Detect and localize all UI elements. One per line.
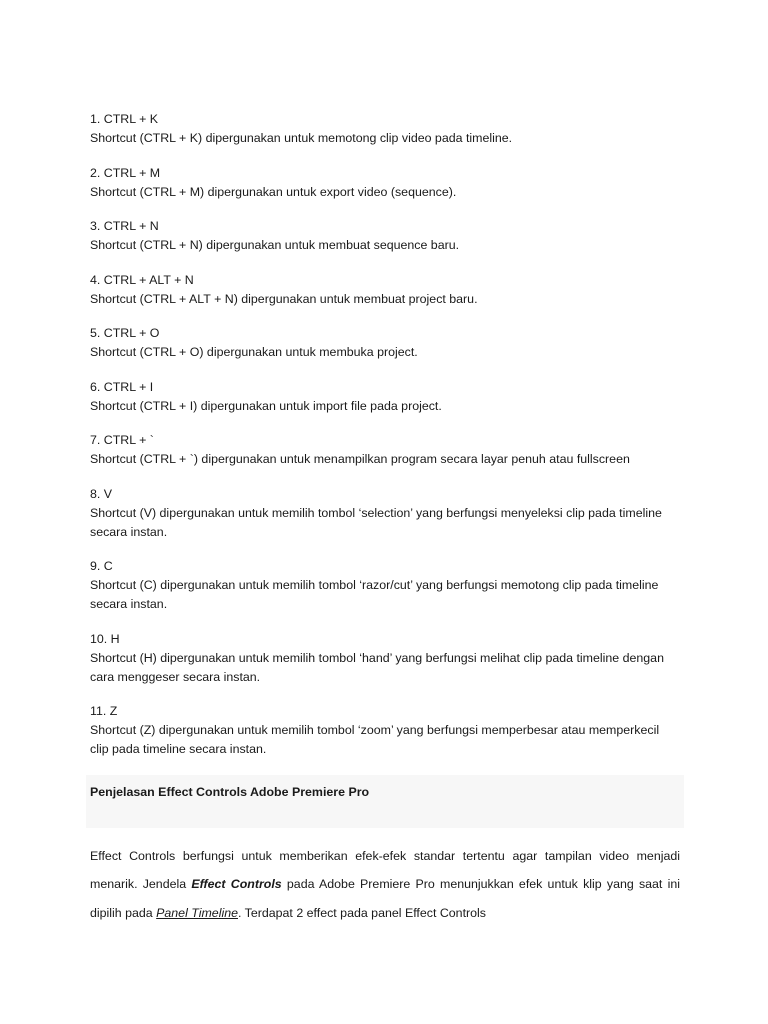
paragraph-text: . Terdapat 2 effect pada panel Effect Controls [238, 905, 486, 920]
item-description: Shortcut (CTRL + ALT + N) dipergunakan untuk membuat project baru. [90, 291, 478, 306]
item-number: 10. H [90, 631, 120, 646]
item-number: 9. C [90, 559, 113, 573]
item-number: 4. CTRL + ALT + N [90, 272, 194, 287]
list-item [90, 557, 680, 614]
list-item [90, 324, 680, 362]
item-description: Shortcut (CTRL + I) dipergunakan untuk import file pada project. [90, 398, 442, 413]
item-number: 1. CTRL + K [90, 112, 159, 126]
emphasis-effect-controls: Effect Controls [191, 877, 282, 891]
item-number: 11. Z [90, 704, 118, 718]
paragraph-text: Effect Controls berfungsi untuk memberikan efek-efek standar tertentu agar tampilan video menjadi menarik. Jendela [90, 848, 680, 891]
list-item [90, 630, 680, 687]
item-description: Shortcut (H) dipergunakan untuk memilih tombol ‘hand’ yang berfungsi melihat clip pada timeline dengan cara menggeser secara instan. [90, 650, 664, 684]
list-item [90, 431, 680, 469]
item-number: 2. CTRL + M [90, 165, 161, 180]
panel-timeline-link[interactable]: Panel Timeline [156, 905, 238, 920]
list-item [90, 271, 680, 309]
item-description: Shortcut (V) dipergunakan untuk memilih tombol ‘selection’ yang berfungsi menyeleksi clip pada timeline secara instan. [90, 505, 662, 539]
list-item [90, 164, 680, 202]
list-item [90, 378, 680, 416]
shortcut-list [90, 110, 680, 759]
item-number: 8. V [90, 486, 113, 501]
document-page [90, 110, 680, 927]
item-description: Shortcut (CTRL + M) dipergunakan untuk export video (sequence). [90, 184, 457, 199]
item-description: Shortcut (C) dipergunakan untuk memilih tombol ‘razor/cut’ yang berfungsi memotong clip pada timeline secara instan. [90, 578, 659, 611]
section-heading: Penjelasan Effect Controls Adobe Premiere Pro [90, 784, 370, 799]
item-number: 5. CTRL + O [90, 326, 160, 340]
list-item [90, 485, 680, 542]
list-item [90, 702, 680, 759]
section-paragraph [90, 842, 680, 928]
list-item [90, 110, 680, 148]
paragraph-text: pada Adobe Premiere Pro menunjukkan efek untuk klip yang saat ini dipilih pada [90, 877, 680, 920]
list-item [90, 217, 680, 255]
item-description: Shortcut (Z) dipergunakan untuk memilih tombol ‘zoom’ yang berfungsi memperbesar atau memperkecil clip pada timeline secara instan. [90, 723, 660, 756]
item-description: Shortcut (CTRL + `) dipergunakan untuk menampilkan program secara layar penuh atau fullscreen [90, 452, 630, 466]
item-number: 7. CTRL + ` [90, 433, 154, 447]
item-description: Shortcut (CTRL + N) dipergunakan untuk membuat sequence baru. [90, 238, 460, 252]
section-heading-band [86, 775, 684, 828]
item-number: 3. CTRL + N [90, 219, 159, 233]
item-description: Shortcut (CTRL + O) dipergunakan untuk membuka project. [90, 345, 418, 359]
item-number: 6. CTRL + I [90, 379, 154, 394]
item-description: Shortcut (CTRL + K) dipergunakan untuk memotong clip video pada timeline. [90, 131, 513, 145]
